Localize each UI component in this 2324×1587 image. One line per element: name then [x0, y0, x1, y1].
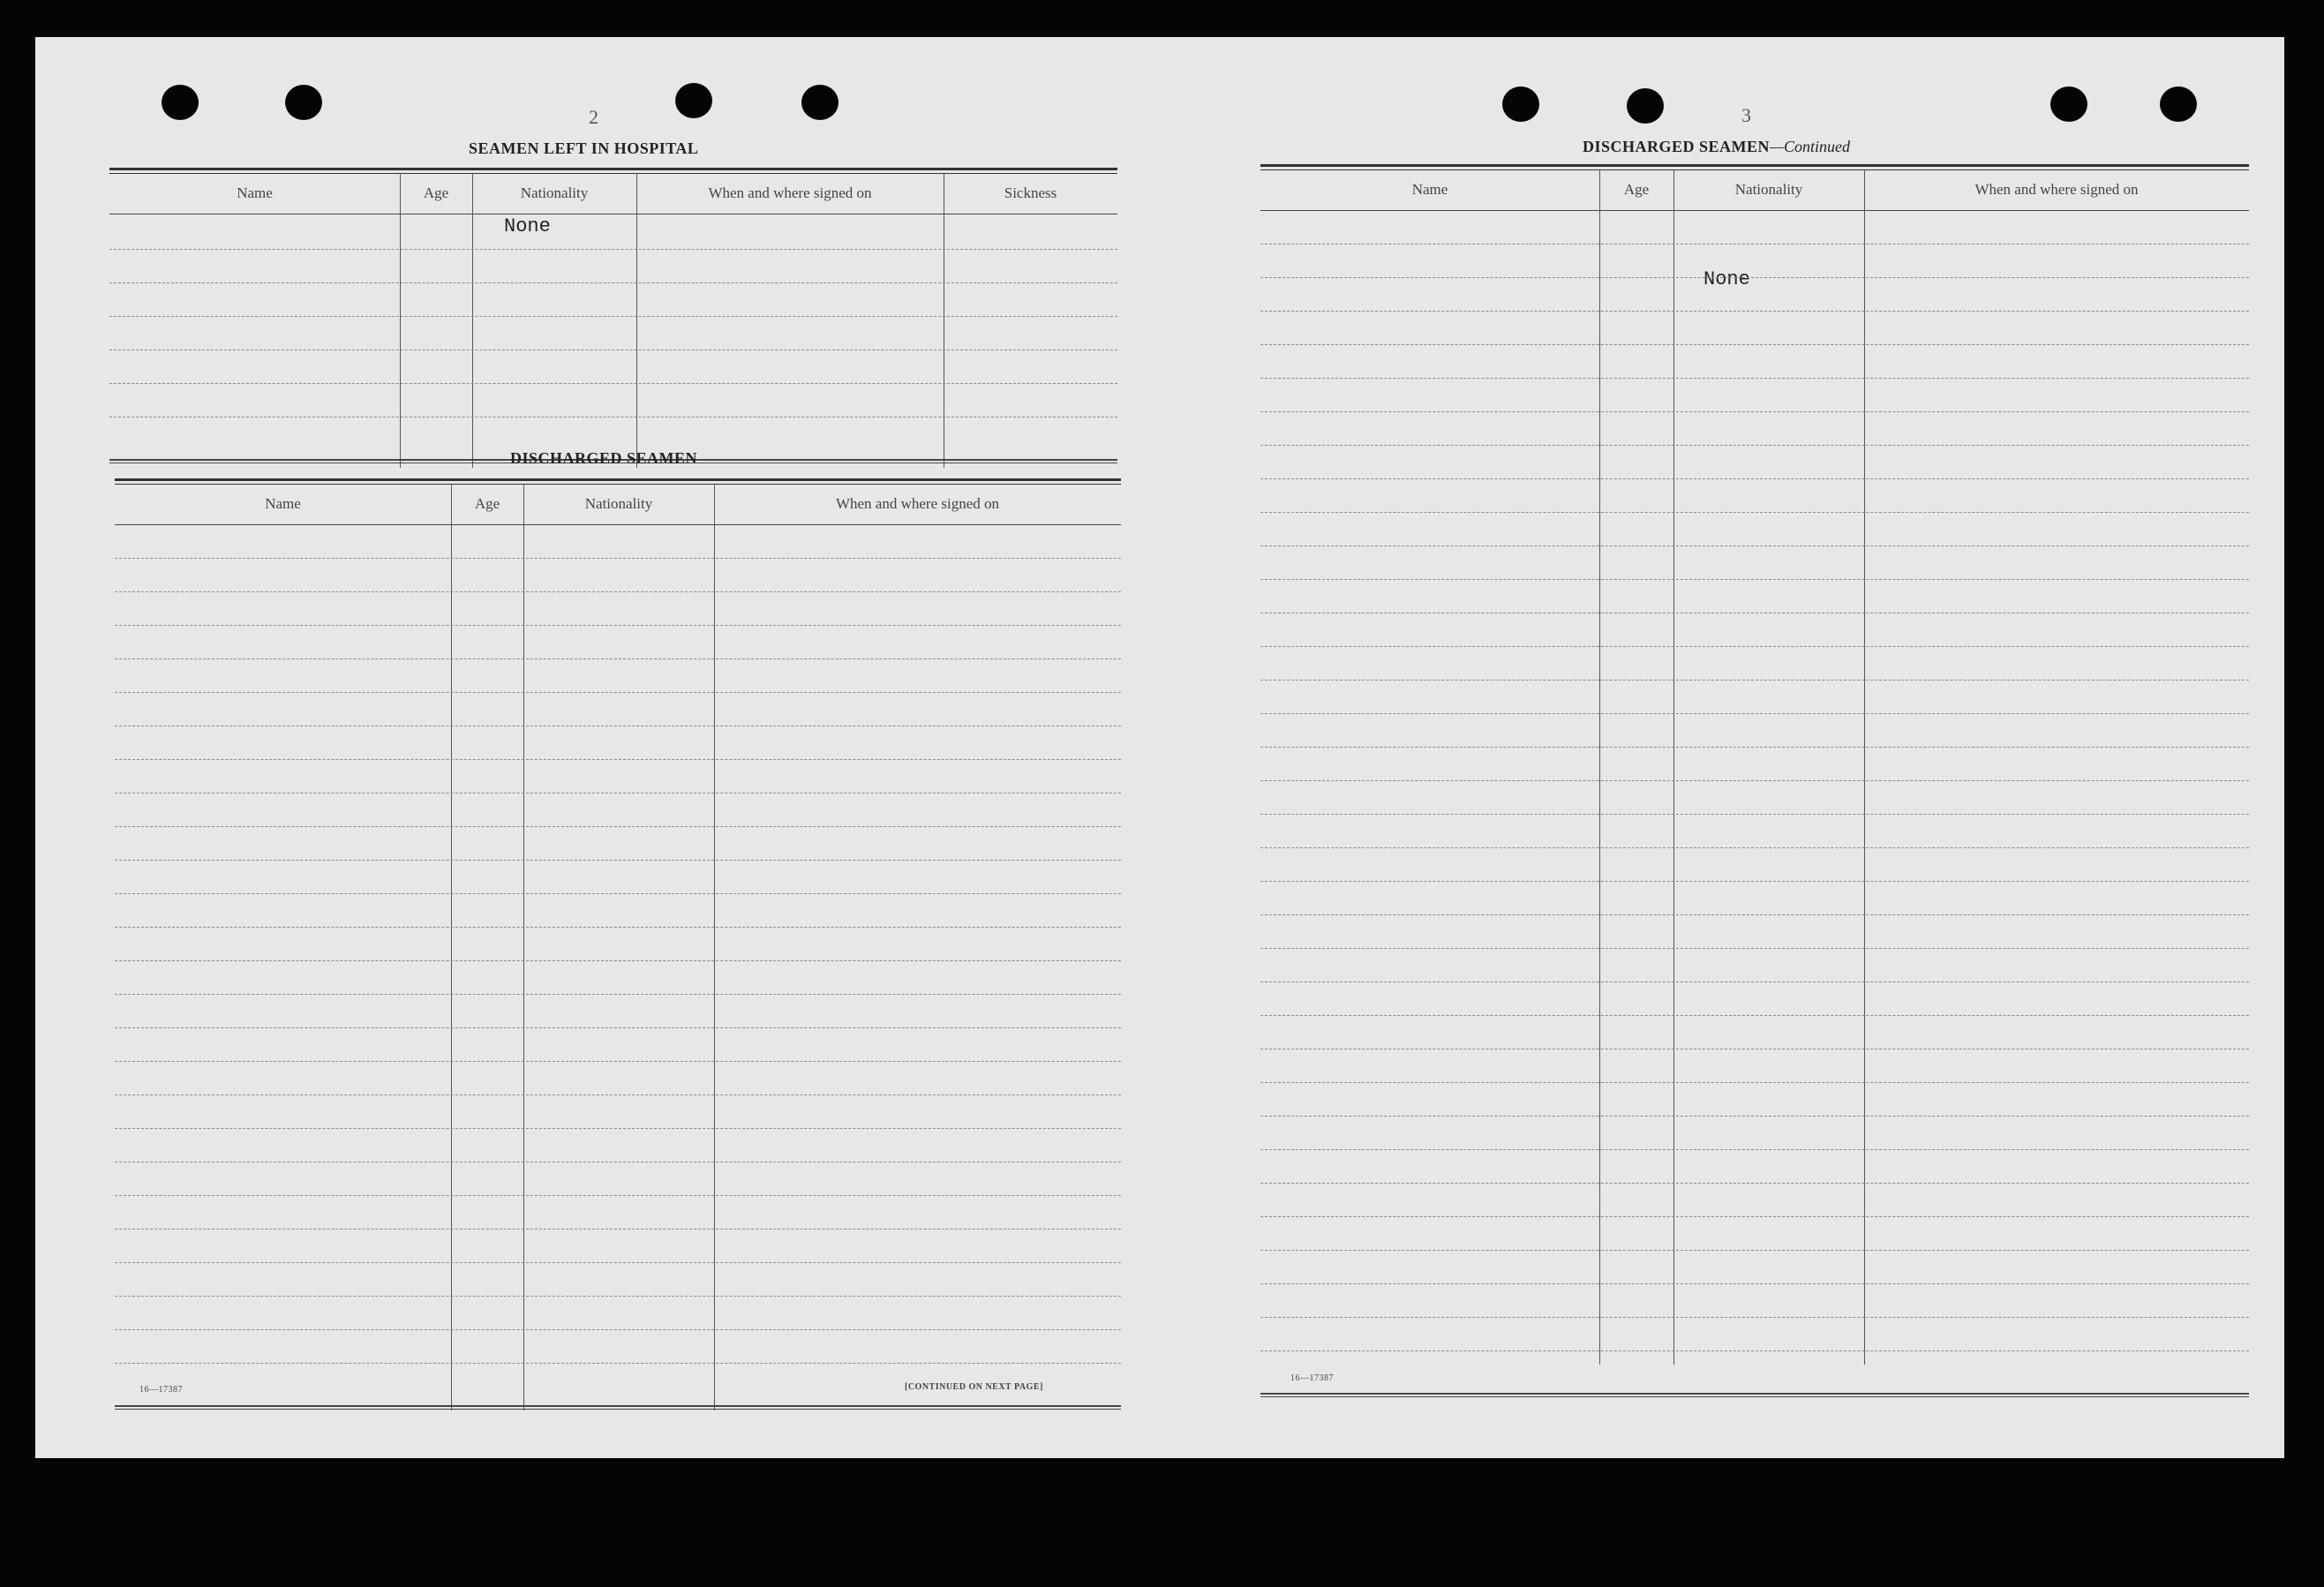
table-row — [115, 1027, 1121, 1028]
table-row — [1260, 445, 2249, 446]
discharged-table — [115, 478, 1121, 1414]
title-text: DISCHARGED SEAMEN — [1583, 138, 1771, 155]
table-row — [115, 893, 1121, 894]
table-row — [115, 1128, 1121, 1129]
table-row — [1260, 814, 2249, 815]
column-header-age: Age — [1623, 181, 1650, 198]
column-header-age: Age — [474, 495, 500, 512]
table-row — [1260, 579, 2249, 580]
table-row — [115, 1296, 1121, 1297]
page-number: 2 — [589, 106, 598, 128]
table-row — [1260, 378, 2249, 379]
table-row — [1260, 1216, 2249, 1217]
table-bottom-rule — [1260, 1393, 2249, 1397]
punch-hole — [2160, 86, 2197, 122]
column-divider — [1864, 169, 1865, 1365]
column-header-name: Name — [265, 495, 301, 512]
hospital-table — [109, 168, 1117, 468]
table-row — [1260, 1015, 2249, 1016]
table-row — [115, 692, 1121, 693]
punch-hole — [1627, 88, 1664, 124]
table-row — [1260, 411, 2249, 412]
table-row — [115, 1061, 1121, 1062]
table-row — [115, 591, 1121, 592]
hospital-section-title: SEAMEN LEFT IN HOSPITAL — [469, 139, 699, 157]
table-row — [1260, 1250, 2249, 1251]
table-row — [115, 1262, 1121, 1263]
punch-hole — [1502, 86, 1539, 122]
table-row — [115, 1229, 1121, 1230]
table-row — [1260, 1082, 2249, 1083]
column-divider — [451, 484, 452, 1410]
column-header-nationality: Nationality — [520, 184, 589, 201]
form-number: 16—17387 — [1290, 1373, 1334, 1383]
table-header — [1260, 169, 2249, 211]
table-row — [1260, 545, 2249, 546]
table-row — [1260, 713, 2249, 714]
table-row — [115, 860, 1121, 861]
document-sheet — [35, 37, 2284, 1458]
table-row — [1260, 1317, 2249, 1318]
form-number: 16—17387 — [139, 1385, 183, 1395]
column-divider — [472, 173, 473, 468]
table-row — [115, 658, 1121, 659]
table-row — [115, 1329, 1121, 1330]
table-row — [115, 625, 1121, 626]
column-header-age: Age — [423, 184, 449, 201]
column-header-signed-on: When and where signed on — [1974, 181, 2139, 198]
table-row — [115, 1363, 1121, 1364]
page-number: 3 — [1741, 104, 1751, 126]
column-divider — [1673, 169, 1674, 1365]
table-row — [109, 282, 1117, 283]
table-row — [1260, 847, 2249, 848]
table-row — [115, 793, 1121, 794]
right-page — [1156, 37, 2284, 1458]
table-row — [115, 927, 1121, 928]
column-divider — [1599, 169, 1600, 1365]
column-header-name: Name — [237, 184, 273, 201]
discharged-section-title: DISCHARGED SEAMEN — [510, 449, 698, 467]
column-header-nationality: Nationality — [1734, 181, 1803, 198]
table-row — [1260, 311, 2249, 312]
table-row — [1260, 277, 2249, 278]
table-header — [115, 484, 1121, 525]
table-row — [1260, 1183, 2249, 1184]
discharged-continued-table — [1260, 164, 2249, 1409]
table-row — [1260, 646, 2249, 647]
discharged-continued-title — [1583, 138, 1850, 156]
table-row — [1260, 1283, 2249, 1284]
column-header-sickness: Sickness — [1004, 184, 1057, 201]
table-header — [109, 173, 1117, 214]
table-row — [1260, 780, 2249, 781]
table-row — [1260, 948, 2249, 949]
table-row — [1260, 1116, 2249, 1117]
table-row — [1260, 478, 2249, 479]
discharged-entry-value: None — [1704, 268, 1750, 290]
table-row — [115, 960, 1121, 961]
column-divider — [714, 484, 715, 1410]
table-row — [1260, 680, 2249, 681]
table-row — [1260, 914, 2249, 915]
punch-hole — [675, 83, 712, 118]
table-row — [115, 1094, 1121, 1095]
table-bottom-rule — [115, 1405, 1121, 1410]
table-row — [115, 826, 1121, 827]
table-row — [109, 249, 1117, 250]
title-continued: —Continued — [1770, 138, 1851, 155]
punch-hole — [2050, 86, 2087, 122]
table-row — [1260, 881, 2249, 882]
table-row — [115, 558, 1121, 559]
column-header-signed-on: When and where signed on — [708, 184, 872, 201]
table-row — [1260, 512, 2249, 513]
table-row — [115, 1195, 1121, 1196]
table-row — [109, 316, 1117, 317]
punch-hole — [162, 85, 199, 120]
table-row — [115, 759, 1121, 760]
left-page — [35, 37, 1156, 1458]
hospital-entry-value: None — [504, 215, 551, 237]
column-header-nationality: Nationality — [584, 495, 653, 512]
punch-hole — [801, 85, 839, 120]
continued-note: [CONTINUED ON NEXT PAGE] — [905, 1382, 1043, 1392]
column-divider — [636, 173, 637, 468]
column-divider — [400, 173, 401, 468]
column-header-signed-on: When and where signed on — [835, 495, 1000, 512]
table-row — [109, 383, 1117, 384]
table-row — [1260, 344, 2249, 345]
punch-hole — [285, 85, 322, 120]
table-row — [1260, 1350, 2249, 1351]
table-row — [1260, 747, 2249, 748]
column-divider — [523, 484, 524, 1410]
column-header-name: Name — [1411, 181, 1448, 198]
table-row — [115, 994, 1121, 995]
table-row — [1260, 1149, 2249, 1150]
